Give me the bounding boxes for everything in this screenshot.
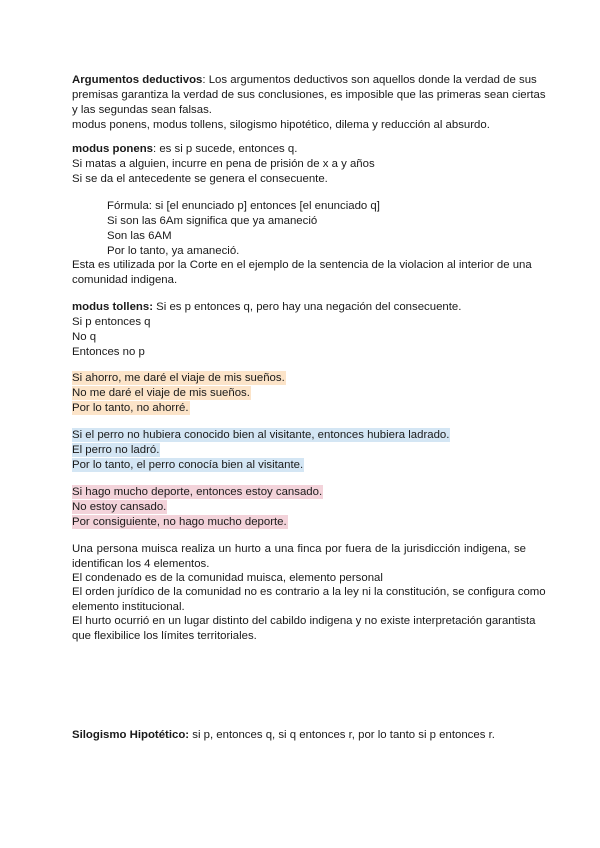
formula-line: Si son las 6Am significa que ya amaneció xyxy=(107,215,318,227)
example-orange-line xyxy=(72,371,286,386)
highlight-orange: Si ahorro, me daré el viaje de mis sueños. xyxy=(72,372,285,384)
tollens-schema-line: No q xyxy=(72,331,97,343)
tollens-schema-line: Entonces no p xyxy=(72,346,145,358)
ponens-heading: modus ponens xyxy=(72,143,154,155)
formula-line: Son las 6AM xyxy=(107,230,172,242)
intro-text-1: : Los argumentos deductivos son aquellos donde la verdad de sus xyxy=(202,74,537,86)
case-line-1: Una persona muisca realiza un hurto a una finca por fuera de la jurisdicción indigena, se xyxy=(72,543,526,555)
case-line-4: El orden jurídico de la comunidad no es contrario a la ley ni la constitución, se configura como xyxy=(72,586,546,598)
ponens-line-2: Si matas a alguien, incurre en pena de prisión de x a y años xyxy=(72,158,375,170)
highlight-orange: Por lo tanto, no ahorré. xyxy=(72,402,189,414)
example-blue-line xyxy=(72,458,304,473)
highlight-blue: Por lo tanto, el perro conocía bien al visitante. xyxy=(72,459,304,471)
ponens-line-1 xyxy=(72,142,297,157)
tollens-text-1: Si es p entonces q, pero hay una negación del consecuente. xyxy=(153,301,462,313)
highlight-orange: No me daré el viaje de mis sueños. xyxy=(72,387,250,399)
highlight-pink: Por consiguiente, no hago mucho deporte. xyxy=(72,516,287,528)
case-line-7: que flexibilice los límites territoriales. xyxy=(72,630,257,642)
example-orange-line xyxy=(72,401,190,416)
highlight-pink: Si hago mucho deporte, entonces estoy cansado. xyxy=(72,486,323,498)
case-line-2: identifican los 4 elementos. xyxy=(72,558,210,570)
formula-line: Fórmula: si [el enunciado p] entonces [el enunciado q] xyxy=(107,200,380,212)
tollens-line-1 xyxy=(72,300,461,315)
silogismo-line xyxy=(72,728,495,743)
tollens-schema-line: Si p entonces q xyxy=(72,316,151,328)
highlight-blue: El perro no ladró. xyxy=(72,444,160,456)
silogismo-text: si p, entonces q, si q entonces r, por lo tanto si p entonces r. xyxy=(189,729,495,741)
ponens-text-1: : es si p sucede, entonces q. xyxy=(153,143,298,155)
intro-line-3: y las segundas sean falsas. xyxy=(72,104,212,116)
example-pink-line xyxy=(72,500,167,515)
example-pink-line xyxy=(72,485,323,500)
ponens-note-1: Esta es utilizada por la Corte en el ejemplo de la sentencia de la violacion al interior de una xyxy=(72,259,532,271)
tollens-heading: modus tollens: xyxy=(72,301,154,313)
silogismo-heading: Silogismo Hipotético: xyxy=(72,729,190,741)
case-line-5: elemento institucional. xyxy=(72,601,185,613)
example-blue-line xyxy=(72,443,160,458)
intro-line-4: modus ponens, modus tollens, silogismo hipotético, dilema y reducción al absurdo. xyxy=(72,119,490,131)
example-pink-line xyxy=(72,515,288,530)
example-orange-line xyxy=(72,386,251,401)
highlight-blue: Si el perro no hubiera conocido bien al visitante, entonces hubiera ladrado. xyxy=(72,429,450,441)
intro-line-2: premisas garantiza la verdad de sus conclusiones, es imposible que las primeras sean ciertas xyxy=(72,89,546,101)
example-blue-line xyxy=(72,428,450,443)
intro-heading: Argumentos deductivos xyxy=(72,74,203,86)
ponens-note-2: comunidad indigena. xyxy=(72,274,178,286)
formula-line: Por lo tanto, ya amaneció. xyxy=(107,245,240,257)
highlight-pink: No estoy cansado. xyxy=(72,501,167,513)
intro-line-1 xyxy=(72,73,537,88)
case-line-3: El condenado es de la comunidad muisca, elemento personal xyxy=(72,572,383,584)
ponens-line-3: Si se da el antecedente se genera el consecuente. xyxy=(72,173,328,185)
case-line-6: El hurto ocurrió en un lugar distinto del cabildo indigena y no existe interpretación garantista xyxy=(72,615,536,627)
